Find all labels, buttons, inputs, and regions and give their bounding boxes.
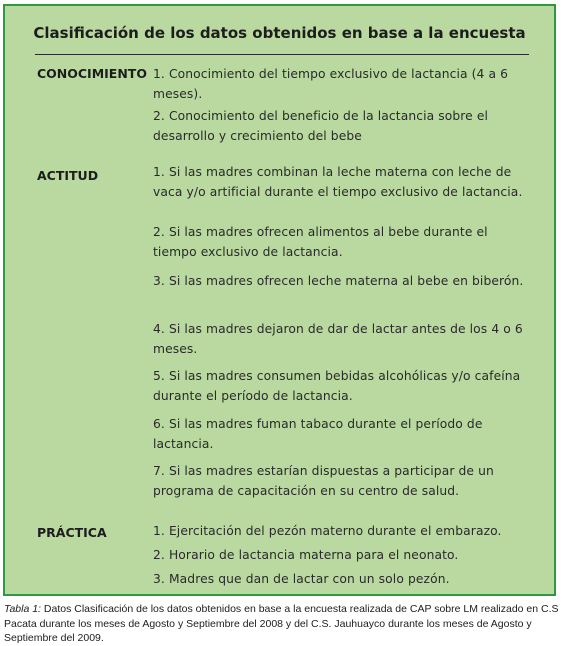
- caption-label: Tabla 1:: [4, 603, 41, 615]
- actitud-item-4: 4. Si las madres dejaron de dar de lactar antes de los 4 o 6 meses.: [153, 322, 523, 356]
- caption-text: Datos Clasificación de los datos obtenidos en base a la encuesta realizada de CAP sobre LM realizado en C.S Pacata durante los meses de Agosto y Septiembre del 2008 y del C.S. Jauhuayco durante los meses de Agosto y Septiembre del 2009.: [4, 603, 559, 644]
- title-divider: [35, 54, 529, 55]
- actitud-item-2: 2. Si las madres ofrecen alimentos al bebe durante el tiempo exclusivo de lactancia.: [153, 225, 488, 259]
- actitud-item-3: 3. Si las madres ofrecen leche materna al bebe en biberón.: [153, 274, 524, 288]
- practica-item-1: 1. Ejercitación del pezón materno durante el embarazo.: [153, 524, 502, 538]
- conocimiento-item-2: 2. Conocimiento del beneficio de la lactancia sobre el desarrollo y crecimiento del bebe: [153, 109, 489, 143]
- category-practica: PRÁCTICA: [37, 525, 107, 540]
- classification-table: [3, 4, 556, 596]
- actitud-item-5: 5. Si las madres consumen bebidas alcohólicas y/o cafeína durante el período de lactancia.: [153, 369, 521, 403]
- table-caption: [4, 602, 559, 646]
- category-actitud: ACTITUD: [37, 168, 99, 183]
- actitud-item-1: 1. Si las madres combinan la leche materna con leche de vaca y/o artificial durante el tiempo exclusivo de lactancia.: [153, 165, 523, 199]
- conocimiento-item-1: 1. Conocimiento del tiempo exclusivo de lactancia (4 a 6 meses).: [153, 67, 509, 101]
- actitud-item-6: 6. Si las madres fuman tabaco durante el período de lactancia.: [153, 417, 483, 451]
- table-title: Clasificación de los datos obtenidos en base a la encuesta: [33, 24, 526, 42]
- practica-item-2: 2. Horario de lactancia materna para el neonato.: [153, 548, 459, 562]
- practica-item-3: 3. Madres que dan de lactar con un solo pezón.: [153, 572, 450, 586]
- actitud-item-7: 7. Si las madres estarían dispuestas a participar de un programa de capacitación en su centro de salud.: [153, 464, 494, 498]
- category-conocimiento: CONOCIMIENTO: [37, 66, 147, 81]
